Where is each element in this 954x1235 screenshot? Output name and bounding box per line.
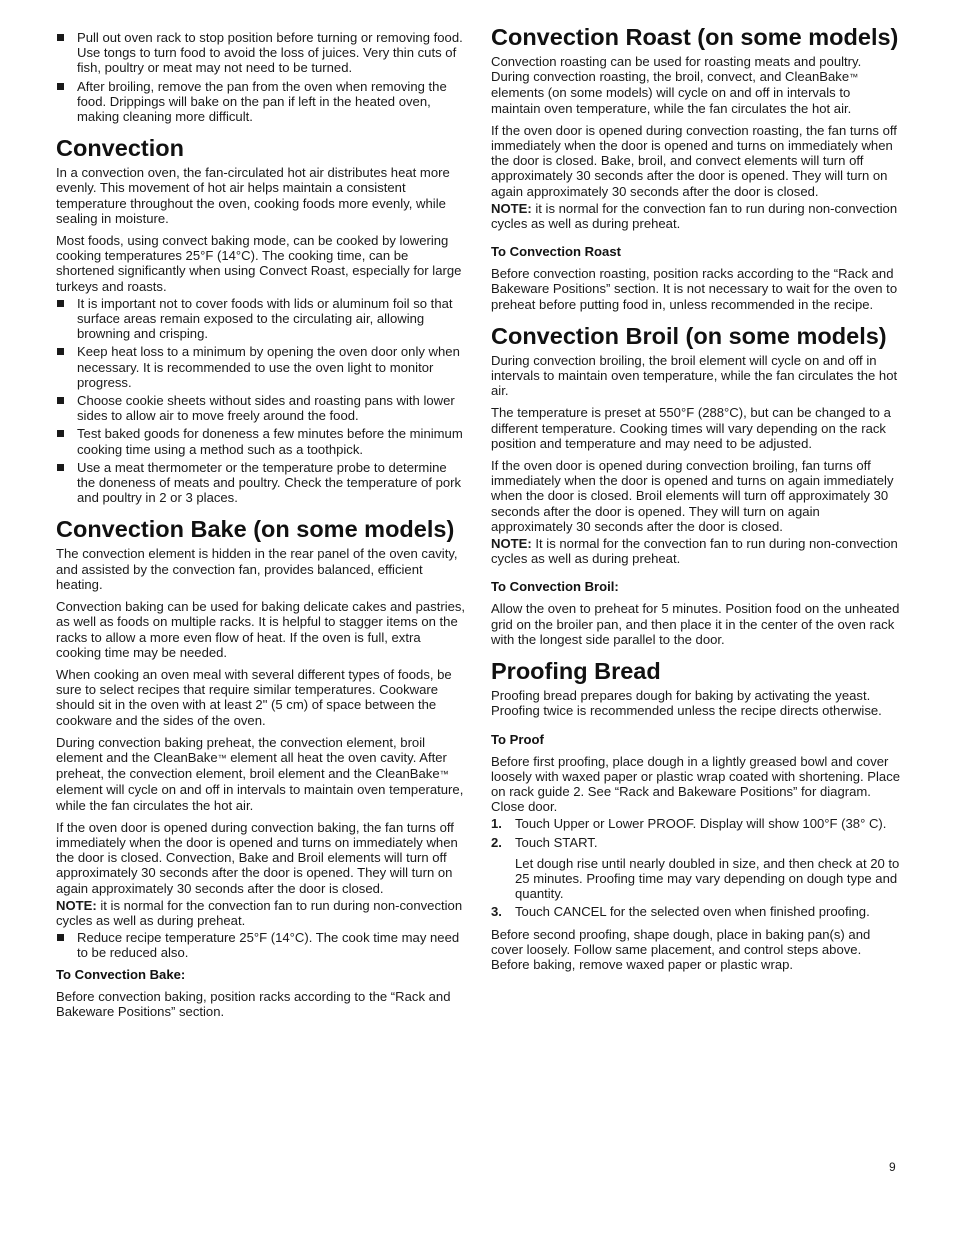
bake-paragraph: When cooking an oven meal with several different types of foods, be sure to select recipes that require similar temperatures. Cookware should sit in the oven with at least 2" (5 cm) of space between the cookware and the sides of the oven. [56,666,452,728]
proofing-bread-heading: Proofing Bread [491,658,661,685]
bake-paragraph: During convection baking preheat, the convection element, broil element and the CleanBake™ element all heat the oven cavity. After preheat, the convection element, broil element and the CleanBake™ element will cycle on and off in intervals to maintain oven temperature, while the fan circulates the hot air. [56,734,464,813]
bake-instructions: Before convection baking, position racks according to the “Rack and Bakeware Positions” section. [56,988,451,1019]
list-item: Use a meat thermometer or the temperature probe to determine the doneness of meats and poultry. Check the temperature of pork and poultry in 2 or 3 places. [56,460,466,506]
convection-paragraph: Most foods, using convect baking mode, can be cooked by lowering cooking temperatures 25°F (14°C). The cooking time, can be shortened significantly when using Convect Roast, especially for large turkeys and roasts. [56,233,462,294]
note-label: NOTE: [56,897,97,913]
bake-bullet-list [56,930,466,960]
square-bullet-icon [57,430,64,437]
broil-instructions: Allow the oven to preheat for 5 minutes. Position food on the unheated grid on the broiler pan, and then place it in the center of the oven rack with the longest side parallel to the door. [491,601,900,647]
roast-instructions: Before convection roasting, position racks according to the “Rack and Bakeware Positions” section. It is not necessary to wait for the oven to preheat before putting food in, unless recommended in the recipe. [491,266,898,312]
broil-paragraph: During convection broiling, the broil element will cycle on and off in intervals to maintain oven temperature, while the fan circulates the hot air. [491,352,898,399]
note-label: NOTE: [491,200,532,216]
step-detail: Let dough rise until nearly doubled in size, and then check at 20 to 25 minutes. Proofing time may vary depending on dough type and quantity. [515,855,900,902]
square-bullet-icon [57,348,64,355]
proof-paragraph: Before second proofing, shape dough, place in baking pan(s) and cover loosely. Follow same placement, and control steps above. Before baking, remove waxed paper or plastic wrap. [491,926,871,972]
convection-broil-heading: Convection Broil (on some models) [491,322,887,349]
list-item: Reduce recipe temperature 25°F (14°C). The cook time may need to be reduced also. [56,930,466,960]
list-item: It is important not to cover foods with lids or aluminum foil so that surface areas remain exposed to the circulating air, allowing browning and crisping. [56,296,466,342]
to-convection-bake-heading: To Convection Bake: [56,966,186,982]
note-label: NOTE: [491,536,532,552]
roast-note: NOTE: it is normal for the convection fan to run during non-convection cycles as well as during preheat. [491,200,898,232]
proof-paragraph: Proofing bread prepares dough for baking by activating the yeast. Proofing twice is recommended unless the recipe directs otherwise. [491,688,882,719]
convection-paragraph: In a convection oven, the fan-circulated hot air distributes heat more evenly. This movement of hot air helps maintain a consistent temperature throughout the oven, cooking foods more evenly, while sealing in moisture. [56,165,450,226]
bake-paragraph: The convection element is hidden in the rear panel of the oven cavity, and assisted by the convection fan, provides balanced, efficient heating. [56,546,458,592]
convection-bake-heading: Convection Bake (on some models) [56,516,455,543]
roast-paragraph: Convection roasting can be used for roasting meats and poultry. During convection roasting, the broil, convect, and CleanBake™ elements (on some models) will cycle on and off in intervals to maintain oven temperature, while the fan circulates the hot air. [491,54,862,116]
proof-steps-list [491,816,901,919]
square-bullet-icon [57,934,64,941]
left-column [56,30,466,1026]
bake-paragraph: If the oven door is opened during convection baking, the fan turns off immediately when the door is opened and turns on immediately when the door is closed. Convection, Bake and Broil elements will turn off approximately 30 seconds after the door is opened. They will turn on again approximately 30 seconds after the door is closed. [56,819,458,896]
square-bullet-icon [57,300,64,307]
to-proof-heading: To Proof [491,731,544,747]
to-convection-roast-heading: To Convection Roast [491,244,621,260]
right-column [491,23,901,979]
step-number: 3. [491,904,502,920]
broil-note: NOTE: It is normal for the convection fan to run during non-convection cycles as well as during preheat. [491,536,898,567]
square-bullet-icon [57,34,64,41]
roast-paragraph: If the oven door is opened during convection roasting, the fan turns off immediately when the door is opened and turns on immediately when the door is closed. Bake, broil, and convect elements will turn off approximately 30 seconds after the door is opened. They will turn on again approximately 30 seconds after the door is closed. [491,122,897,199]
trademark-symbol: ™ [217,752,227,763]
list-item: Test baked goods for doneness a few minutes before the minimum cooking time using a method such as a toothpick. [56,426,466,456]
step-item: 2. Touch START. Let dough rise until nearly doubled in size, and then check at 20 to 25 minutes. Proofing time may vary depending on dough type and quantity. [491,834,900,902]
page-number: 9 [889,1160,896,1174]
convection-heading: Convection [56,135,184,162]
list-item: After broiling, remove the pan from the oven when removing the food. Drippings will bake on the pan if left in the heated oven, making cleaning more difficult. [56,79,466,125]
broil-paragraph: If the oven door is opened during convection broiling, fan turns off immediately when the door is opened and turns on again immediately when the door is closed. Broil elements will turn off approximately 30 seconds after the door is opened. They will turn on again approximately 30 seconds after the door is closed. [491,458,894,534]
trademark-symbol: ™ [849,72,859,83]
broil-paragraph: The temperature is preset at 550°F (288°C), but can be changed to a different temperature. Cooking times will vary depending on the rack position and temperature and may need to be adjusted. [491,405,891,451]
intro-bullet-list [56,30,466,124]
trademark-symbol: ™ [439,769,449,780]
proof-paragraph: Before first proofing, place dough in a lightly greased bowl and cover loosely with waxed paper or plastic wrap coated with shortening. Place on rack guide 2. See “Rack and Bakeware Positions” for diagram. Close door. [491,753,901,815]
step-number: 1. [491,816,502,832]
step-item: 1. Touch Upper or Lower PROOF. Display will show 100°F (38° C). [491,816,887,832]
convection-tips-list [56,296,466,506]
step-number: 2. [491,834,502,850]
square-bullet-icon [57,397,64,404]
list-item: Keep heat loss to a minimum by opening the oven door only when necessary. It is recommended to use the oven light to monitor progress. [56,344,466,390]
to-convection-broil-heading: To Convection Broil: [491,579,619,595]
bake-note: NOTE: it is normal for the convection fan to run during non-convection cycles as well as during preheat. [56,897,463,928]
step-item: 3. Touch CANCEL for the selected oven when finished proofing. [491,904,870,920]
square-bullet-icon [57,464,64,471]
convection-roast-heading: Convection Roast (on some models) [491,24,899,50]
bake-paragraph: Convection baking can be used for baking delicate cakes and pastries, as well as foods on multiple racks. It is helpful to stagger items on the racks to allow a more even flow of heat. If the oven is full, extra cooking time may be needed. [56,599,466,660]
list-item: Choose cookie sheets without sides and roasting pans with lower sides to allow air to move freely around the food. [56,393,466,423]
list-item: Pull out oven rack to stop position before turning or removing food. Use tongs to turn food to avoid the loss of juices. Very thin cuts of fish, poultry or meat may not need to be turned. [56,30,466,76]
square-bullet-icon [57,83,64,90]
